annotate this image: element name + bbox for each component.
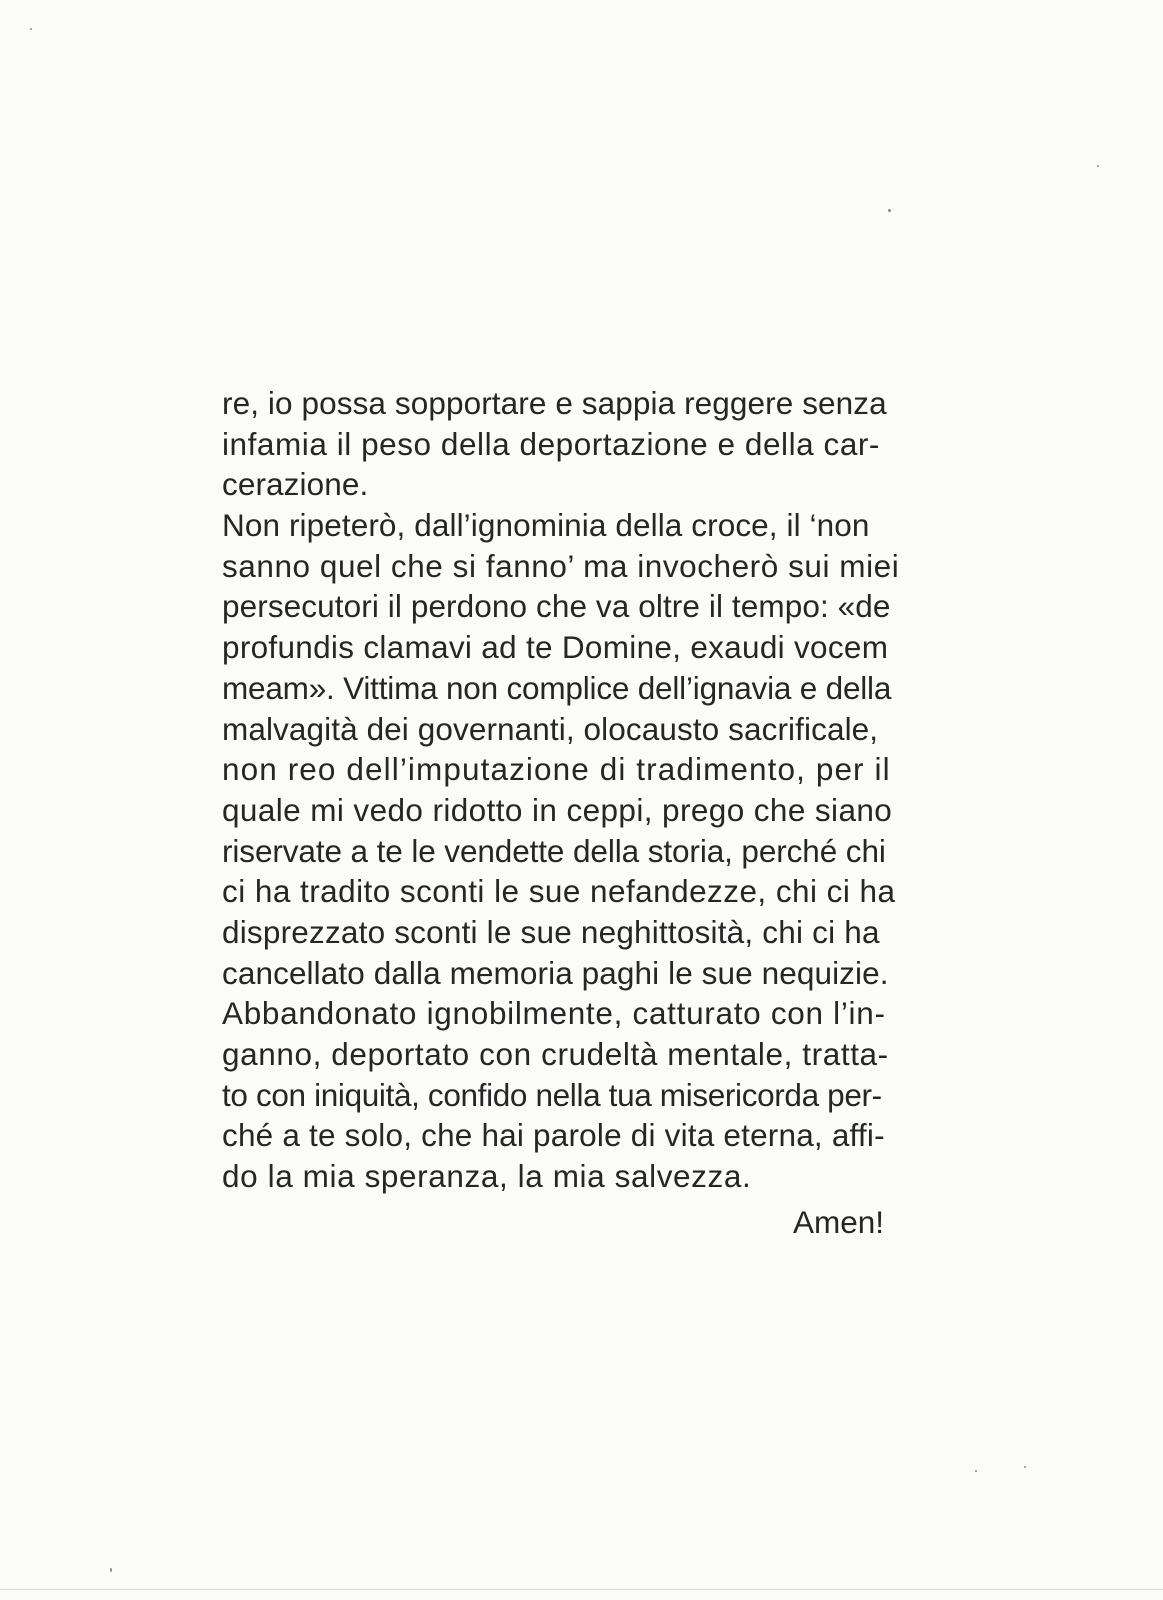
text-line: re, io possa sopportare e sappia reggere senza xyxy=(222,385,887,421)
text-line: ché a te solo, che hai parole di vita eterna, affi- xyxy=(222,1117,885,1154)
text-line: Abbandonato ignobilmente, catturato con l’in- xyxy=(222,995,886,1032)
text-line: disprezzato sconti le sue neghittosità, chi ci ha xyxy=(222,913,880,950)
text-line: cancellato dalla memoria paghi le sue nequizie. xyxy=(222,954,889,991)
closing-amen: Amen! xyxy=(793,1204,885,1240)
text-line: cerazione. xyxy=(222,466,369,503)
body-text xyxy=(222,383,1012,1197)
text-line: ganno, deportato con crudeltà mentale, tratta- xyxy=(222,1036,889,1072)
text-line: quale mi vedo ridotto in ceppi, prego che siano xyxy=(222,791,893,828)
text-line: profundis clamavi ad te Domine, exaudi vocem xyxy=(222,629,889,666)
text-line: to con iniquità, confido nella tua misericorda per- xyxy=(222,1076,882,1113)
text-line: sanno quel che si fanno’ ma invocherò sui miei xyxy=(222,547,900,584)
text-line: malvagità dei governanti, olocausto sacrificale, xyxy=(222,710,879,747)
scan-speck xyxy=(888,209,891,212)
scan-speck xyxy=(1097,165,1099,167)
text-line: ci ha tradito sconti le sue nefandezze, chi ci ha xyxy=(222,873,896,910)
scan-speck xyxy=(30,28,32,30)
scan-speck xyxy=(975,1470,977,1472)
text-line: riservate a te le vendette della storia, perché chi xyxy=(222,832,886,869)
text-line: do la mia speranza, la mia salvezza. xyxy=(222,1158,752,1195)
scan-speck xyxy=(1024,1466,1026,1468)
text-line: Non ripeterò, dall’ignominia della croce, il ‘non xyxy=(222,507,870,544)
text-line: non reo dell’imputazione di tradimento, per il xyxy=(222,751,891,788)
text-line: infamia il peso della deportazione e della car- xyxy=(222,425,880,462)
text-line: meam». Vittima non complice dell’ignavia e della xyxy=(222,669,892,706)
scan-speck xyxy=(110,1568,112,1572)
text-line: persecutori il perdono che va oltre il tempo: «de xyxy=(222,588,891,625)
page-bottom-edge xyxy=(0,1589,1163,1590)
